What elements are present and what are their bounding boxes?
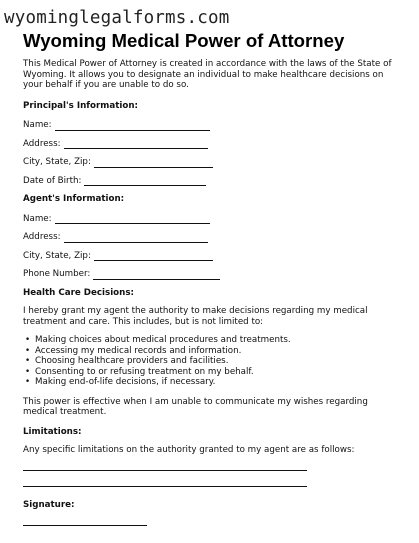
document-title: Wyoming Medical Power of Attorney xyxy=(23,30,345,51)
agent-city-line[interactable] xyxy=(94,252,213,261)
principal-address-field[interactable] xyxy=(23,139,399,150)
agent-phone-line[interactable] xyxy=(93,271,220,280)
decisions-heading: Health Care Decisions: xyxy=(23,287,134,298)
principal-section xyxy=(23,101,399,187)
principal-name-field[interactable] xyxy=(23,120,399,131)
list-item: • Accessing my medical records and information. xyxy=(23,346,399,357)
limitations-line-1[interactable] xyxy=(23,470,307,471)
limitations-heading: Limitations: xyxy=(23,426,82,437)
agent-city-field[interactable] xyxy=(23,251,399,262)
principal-heading: Principal's Information: xyxy=(23,100,138,111)
principal-city-label: City, State, Zip: xyxy=(23,157,91,167)
intro-paragraph: This Medical Power of Attorney is created in accordance with the laws of the State of Wyoming. It allows you to designate an individual to make healthcare decisions on your behalf if you are unable to do so. xyxy=(23,59,392,90)
principal-city-field[interactable] xyxy=(23,157,399,168)
principal-city-line[interactable] xyxy=(94,159,213,168)
agent-city-label: City, State, Zip: xyxy=(23,250,91,261)
decisions-list xyxy=(23,335,399,388)
effective-paragraph: This power is effective when I am unable to communicate my wishes regarding medical treatment. xyxy=(23,396,368,417)
principal-name-line[interactable] xyxy=(55,122,210,131)
principal-address-label: Address: xyxy=(23,138,61,149)
agent-address-line[interactable] xyxy=(64,234,208,243)
agent-address-label: Address: xyxy=(23,232,61,242)
signature-section xyxy=(23,500,399,527)
list-item: • Making end-of-life decisions, if necessary. xyxy=(23,377,399,388)
agent-phone-label: Phone Number: xyxy=(23,269,91,279)
agent-name-field[interactable] xyxy=(23,214,399,225)
agent-heading: Agent's Information: xyxy=(23,194,125,204)
agent-name-label: Name: xyxy=(23,213,52,224)
principal-address-line[interactable] xyxy=(64,140,208,149)
agent-phone-field[interactable] xyxy=(23,269,399,280)
principal-dob-line[interactable] xyxy=(84,177,206,186)
limitations-text: Any specific limitations on the authority granted to my agent are as follows: xyxy=(23,445,355,455)
document-body xyxy=(23,59,399,526)
list-item: • Choosing healthcare providers and facilities. xyxy=(23,356,399,367)
agent-address-field[interactable] xyxy=(23,232,399,243)
agent-name-line[interactable] xyxy=(55,215,210,224)
signature-line[interactable] xyxy=(23,525,147,526)
site-watermark: wyominglegalforms.com xyxy=(4,8,230,28)
agent-section xyxy=(23,194,399,280)
principal-name-label: Name: xyxy=(23,120,52,130)
decisions-text: I hereby grant my agent the authority to make decisions regarding my medical treatment and care. This includes, but is not limited to: xyxy=(23,306,368,327)
list-item: • Consenting to or refusing treatment on my behalf. xyxy=(23,367,399,378)
principal-dob-field[interactable] xyxy=(23,176,399,187)
signature-heading: Signature: xyxy=(23,499,75,510)
limitations-section xyxy=(23,427,399,487)
principal-dob-label: Date of Birth: xyxy=(23,175,82,186)
list-item: • Making choices about medical procedures and treatments. xyxy=(23,335,399,346)
decisions-section xyxy=(23,288,399,418)
limitations-line-2[interactable] xyxy=(23,486,307,487)
